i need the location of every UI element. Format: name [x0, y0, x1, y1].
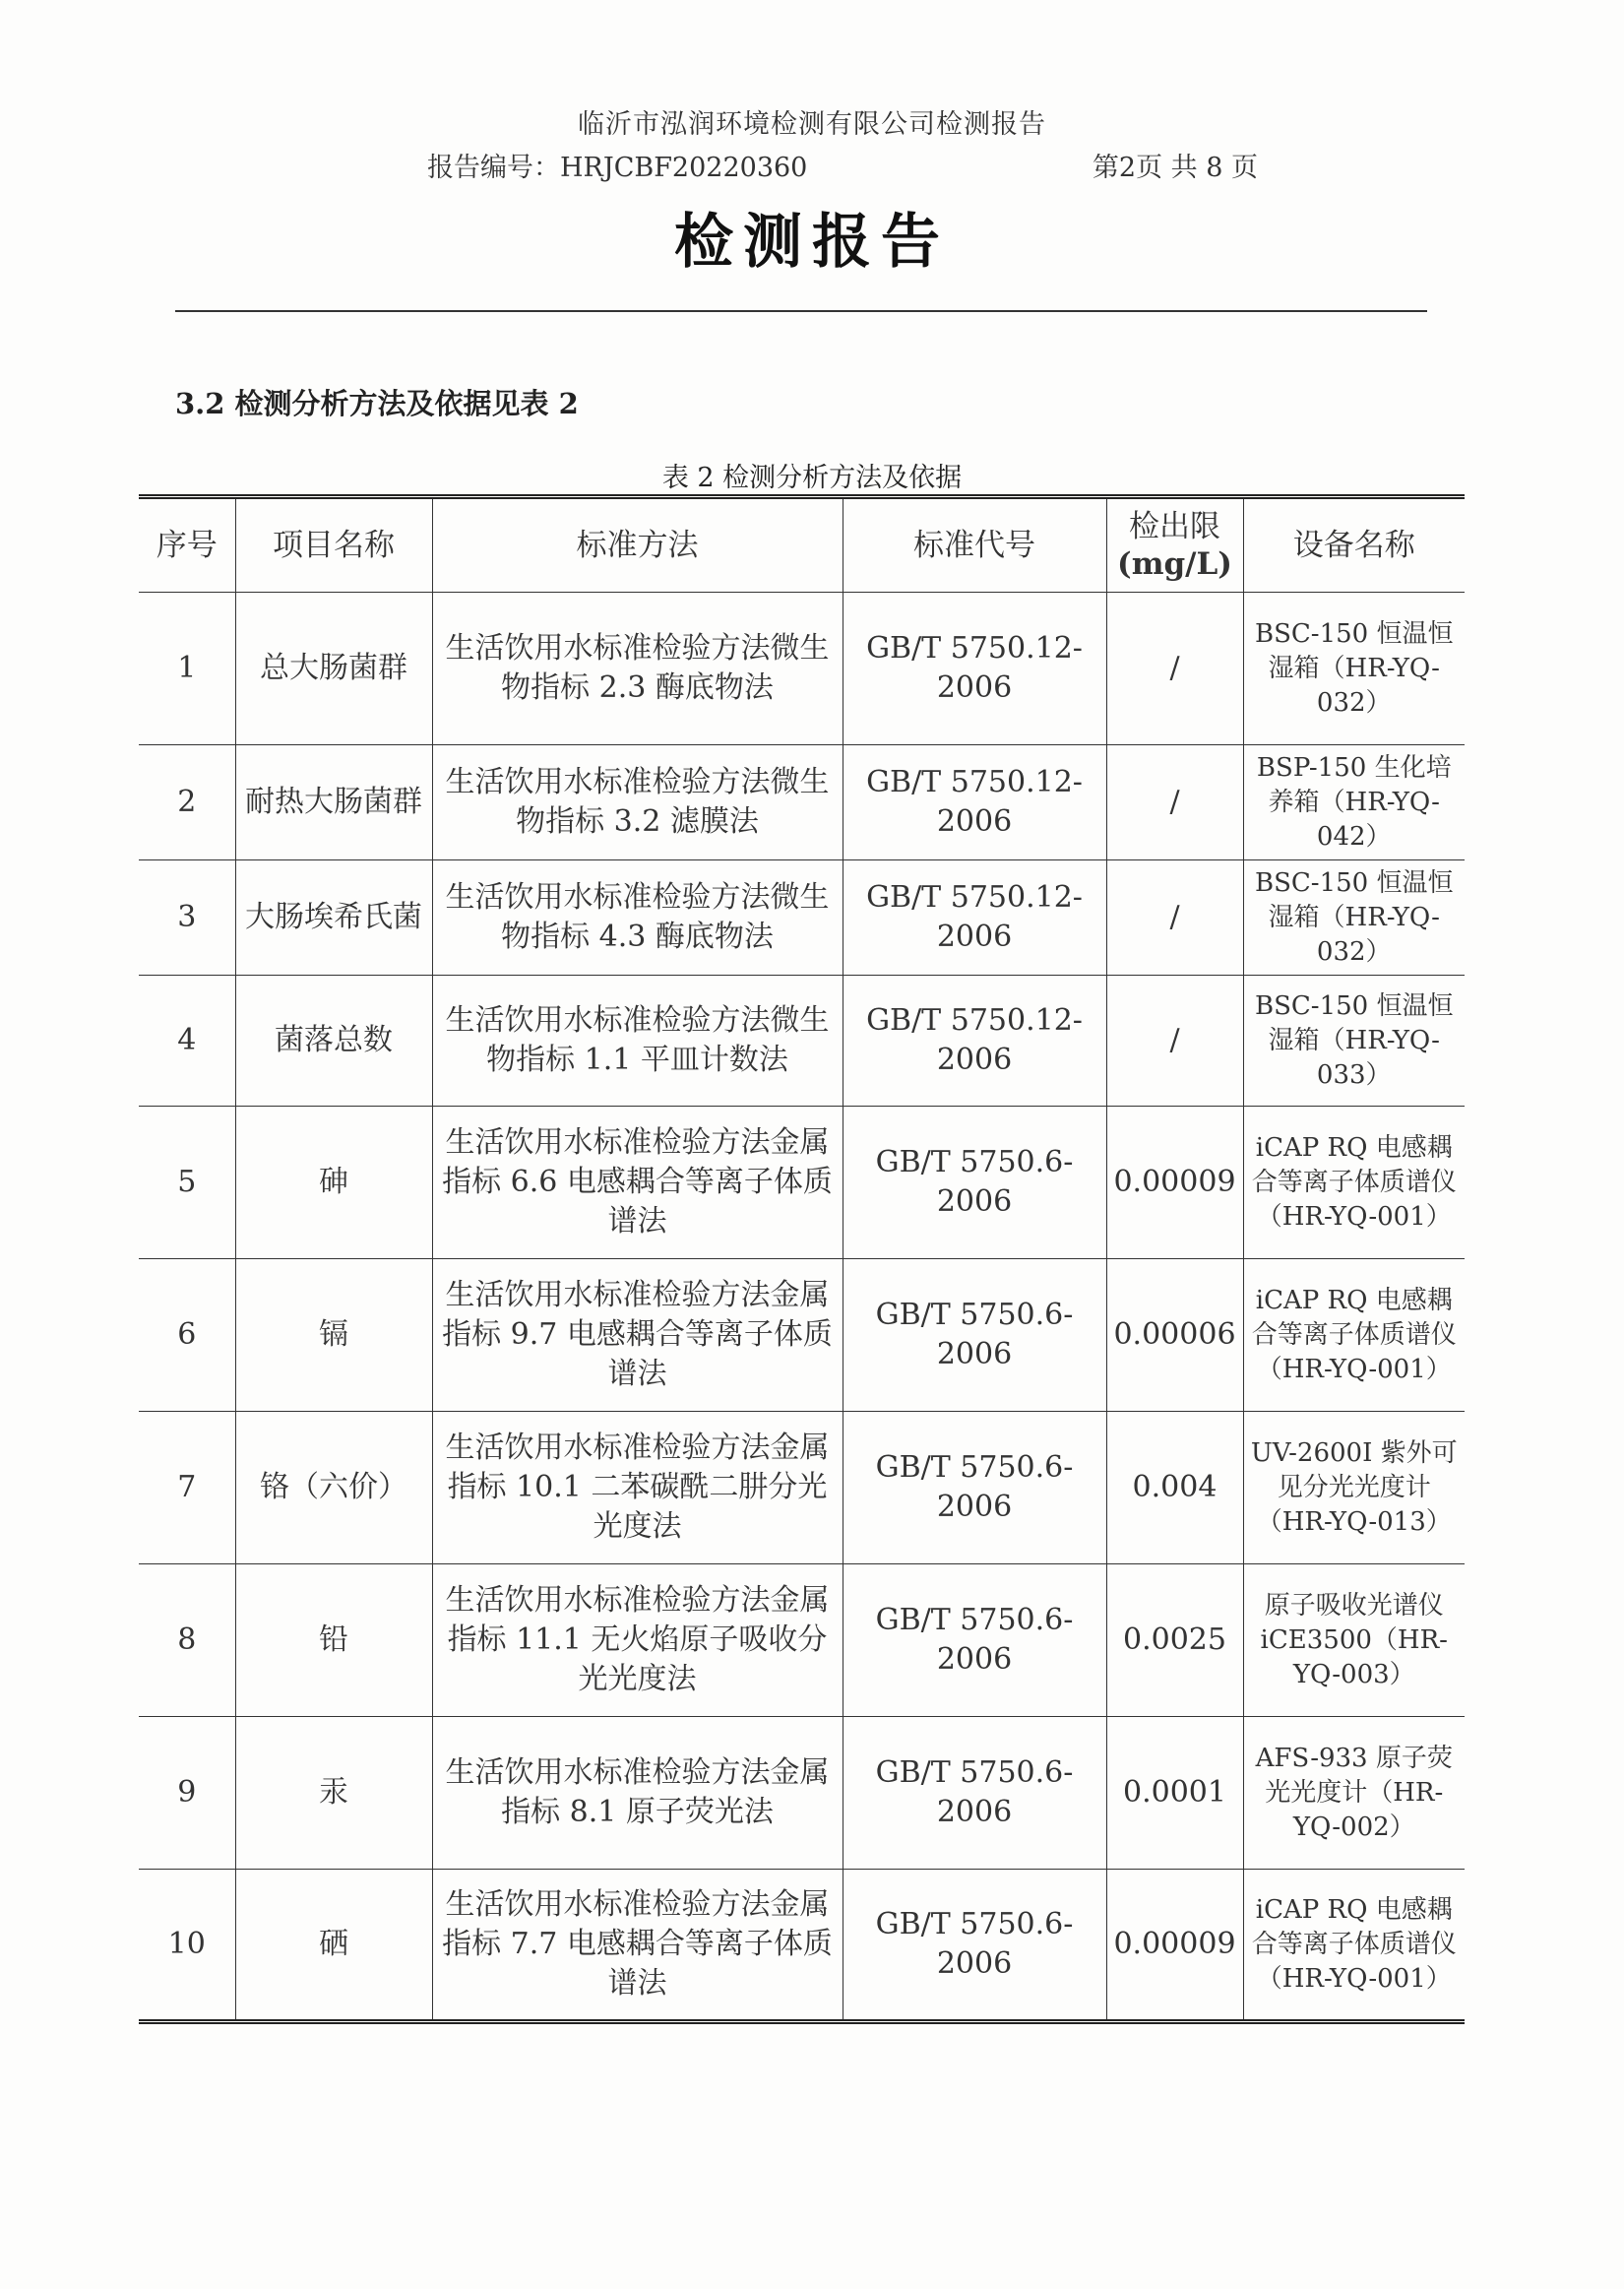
cell-limit: 0.004 [1106, 1412, 1243, 1564]
cell-code: GB/T 5750.12-2006 [843, 860, 1106, 976]
cell-method: 生活饮用水标准检验方法微生物指标 1.1 平皿计数法 [432, 976, 843, 1107]
cell-equipment: BSC-150 恒温恒湿箱（HR-YQ-033） [1243, 976, 1465, 1107]
title-divider [175, 310, 1427, 312]
header-limit-unit: (mg/L) [1117, 546, 1232, 582]
cell-limit: / [1106, 860, 1243, 976]
table-header-row [139, 497, 1465, 593]
cell-item: 硒 [235, 1870, 432, 2022]
cell-code: GB/T 5750.6-2006 [843, 1107, 1106, 1259]
table-row [139, 1259, 1465, 1412]
cell-item: 铅 [235, 1564, 432, 1717]
table-row [139, 1870, 1465, 2022]
table-row [139, 745, 1465, 860]
cell-equipment: iCAP RQ 电感耦合等离子体质谱仪（HR-YQ-001） [1243, 1107, 1465, 1259]
section-heading: 3.2 检测分析方法及依据见表 2 [175, 387, 579, 420]
table-row [139, 593, 1465, 745]
cell-no: 2 [139, 745, 235, 860]
cell-code: GB/T 5750.12-2006 [843, 593, 1106, 745]
page-title: 检测报告 [674, 208, 950, 277]
company-header: 临沂市泓润环境检测有限公司检测报告 [578, 109, 1046, 140]
cell-no: 7 [139, 1412, 235, 1564]
cell-limit: 0.0001 [1106, 1717, 1243, 1870]
cell-limit: 0.00009 [1106, 1107, 1243, 1259]
cell-code: GB/T 5750.6-2006 [843, 1870, 1106, 2022]
cell-no: 9 [139, 1717, 235, 1870]
cell-method: 生活饮用水标准检验方法金属指标 7.7 电感耦合等离子体质谱法 [432, 1870, 843, 2022]
cell-no: 5 [139, 1107, 235, 1259]
cell-method: 生活饮用水标准检验方法金属指标 8.1 原子荧光法 [432, 1717, 843, 1870]
cell-equipment: iCAP RQ 电感耦合等离子体质谱仪（HR-YQ-001） [1243, 1870, 1465, 2022]
cell-method: 生活饮用水标准检验方法微生物指标 2.3 酶底物法 [432, 593, 843, 745]
cell-item: 菌落总数 [235, 976, 432, 1107]
report-number: 报告编号：HRJCBF20220360 [427, 153, 808, 183]
table-row [139, 860, 1465, 976]
cell-code: GB/T 5750.6-2006 [843, 1717, 1106, 1870]
cell-method: 生活饮用水标准检验方法金属指标 11.1 无火焰原子吸收分光光度法 [432, 1564, 843, 1717]
cell-item: 铬（六价） [235, 1412, 432, 1564]
cell-no: 3 [139, 860, 235, 976]
header-code: 标准代号 [843, 497, 1106, 593]
cell-limit: 0.0025 [1106, 1564, 1243, 1717]
header-no: 序号 [139, 497, 235, 593]
table-caption: 表 2 检测分析方法及依据 [661, 463, 963, 493]
table-row [139, 1107, 1465, 1259]
cell-code: GB/T 5750.12-2006 [843, 745, 1106, 860]
cell-method: 生活饮用水标准检验方法微生物指标 3.2 滤膜法 [432, 745, 843, 860]
cell-method: 生活饮用水标准检验方法金属指标 6.6 电感耦合等离子体质谱法 [432, 1107, 843, 1259]
cell-limit: / [1106, 593, 1243, 745]
cell-limit: / [1106, 976, 1243, 1107]
cell-code: GB/T 5750.6-2006 [843, 1412, 1106, 1564]
table-row [139, 1412, 1465, 1564]
cell-item: 大肠埃希氏菌 [235, 860, 432, 976]
cell-method: 生活饮用水标准检验方法微生物指标 4.3 酶底物法 [432, 860, 843, 976]
header-limit [1106, 497, 1243, 593]
cell-item: 耐热大肠菌群 [235, 745, 432, 860]
cell-no: 8 [139, 1564, 235, 1717]
cell-item: 汞 [235, 1717, 432, 1870]
header-limit-label: 检出限 [1129, 509, 1220, 544]
cell-no: 4 [139, 976, 235, 1107]
cell-equipment: BSC-150 恒温恒湿箱（HR-YQ-032） [1243, 860, 1465, 976]
table-row [139, 1564, 1465, 1717]
table-row [139, 976, 1465, 1107]
methods-table [139, 494, 1465, 2024]
cell-equipment: BSP-150 生化培养箱（HR-YQ-042） [1243, 745, 1465, 860]
cell-code: GB/T 5750.6-2006 [843, 1259, 1106, 1412]
cell-limit: / [1106, 745, 1243, 860]
header-equipment: 设备名称 [1243, 497, 1465, 593]
cell-equipment: 原子吸收光谱仪 iCE3500（HR-YQ-003） [1243, 1564, 1465, 1717]
cell-no: 1 [139, 593, 235, 745]
cell-no: 10 [139, 1870, 235, 2022]
cell-item: 镉 [235, 1259, 432, 1412]
cell-equipment: AFS-933 原子荧光光度计（HR-YQ-002） [1243, 1717, 1465, 1870]
header-item: 项目名称 [235, 497, 432, 593]
cell-equipment: BSC-150 恒温恒湿箱（HR-YQ-032） [1243, 593, 1465, 745]
cell-code: GB/T 5750.6-2006 [843, 1564, 1106, 1717]
header-method: 标准方法 [432, 497, 843, 593]
cell-limit: 0.00009 [1106, 1870, 1243, 2022]
cell-equipment: iCAP RQ 电感耦合等离子体质谱仪（HR-YQ-001） [1243, 1259, 1465, 1412]
cell-method: 生活饮用水标准检验方法金属指标 10.1 二苯碳酰二肼分光光度法 [432, 1412, 843, 1564]
cell-method: 生活饮用水标准检验方法金属指标 9.7 电感耦合等离子体质谱法 [432, 1259, 843, 1412]
cell-item: 砷 [235, 1107, 432, 1259]
cell-item: 总大肠菌群 [235, 593, 432, 745]
page-indicator: 第2页 共 8 页 [1092, 153, 1258, 183]
table-row [139, 1717, 1465, 1870]
cell-limit: 0.00006 [1106, 1259, 1243, 1412]
cell-equipment: UV-2600I 紫外可见分光光度计（HR-YQ-013） [1243, 1412, 1465, 1564]
cell-no: 6 [139, 1259, 235, 1412]
cell-code: GB/T 5750.12-2006 [843, 976, 1106, 1107]
